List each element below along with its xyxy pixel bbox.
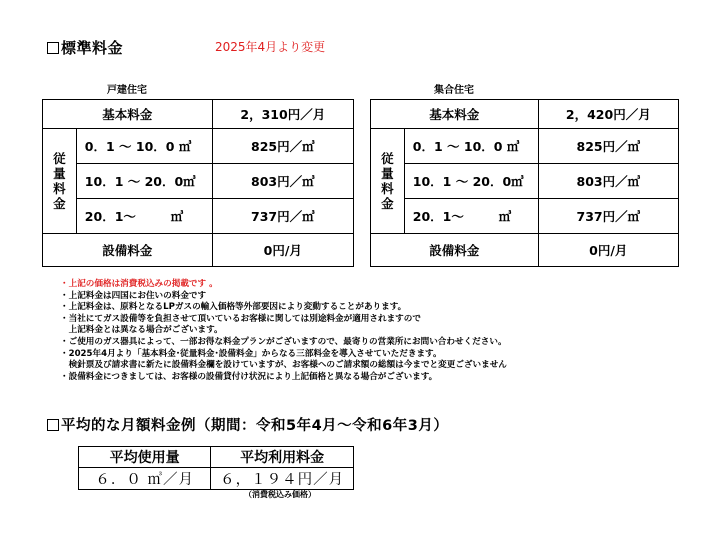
change-note: 2025年4月より変更 — [215, 40, 326, 54]
usage-range: 10．1 ～ 20．0㎥ — [76, 164, 212, 199]
note-line: ・設備料金につきましては、お客様の設備貸付け状況により上記価格と異なる場合がございます。 — [60, 371, 438, 382]
section-title-text: 標準料金 — [61, 39, 124, 57]
usage-price: 737円／㎥ — [538, 199, 678, 234]
table-row — [43, 100, 354, 129]
usage-price: 737円／㎥ — [212, 199, 353, 234]
note-line: 上記料金とは異なる場合がございます。 — [60, 325, 223, 336]
tax-included-note: （消費税込み価格） — [244, 490, 316, 499]
usage-price: 803円／㎥ — [538, 164, 678, 199]
basic-fee-label: 基本料金 — [43, 100, 213, 129]
note-line: ・当社にてガス設備等を負担させて頂いているお客様に関しては別途料金が適用されますので — [60, 313, 421, 324]
caption-detached-house: 戸建住宅 — [107, 85, 147, 96]
average-usage-value: ６．０ ㎥／月 — [79, 468, 211, 490]
equipment-fee-label: 設備料金 — [371, 234, 539, 267]
section-title-standard-rates — [47, 37, 123, 58]
average-cost-value: ６，１９４円／月 — [211, 468, 354, 490]
table-row — [371, 234, 679, 267]
basic-fee-value: 2，310円／月 — [212, 100, 353, 129]
average-usage-label: 平均使用量 — [79, 447, 211, 468]
table-row — [43, 164, 354, 199]
note-line-tax: ・上記の価格は消費税込みの掲載です 。 — [60, 279, 218, 289]
rate-table-apartment — [370, 99, 679, 267]
usage-range: 10．1 ～ 20．0㎥ — [404, 164, 538, 199]
section-title-average-fee — [47, 414, 448, 435]
table-row — [371, 100, 679, 129]
usage-range: 20．1～ ㎥ — [404, 199, 538, 234]
equipment-fee-value: 0円/月 — [212, 234, 353, 267]
note-line: 検針票及び請求書に新たに設備料金欄を設けていますが、お客様へのご請求額の総額は今までと変更ございません — [60, 360, 507, 371]
average-cost-label: 平均利用料金 — [211, 447, 354, 468]
table-row — [371, 164, 679, 199]
table-row — [79, 468, 354, 490]
note-line: ・2025年4月より「基本料金･従量料金･設備料金」からなる三部料金を導入させていただきます。 — [60, 348, 442, 359]
average-fee-table — [78, 446, 354, 490]
table-row — [371, 129, 679, 164]
table-row — [43, 129, 354, 164]
table-row — [371, 199, 679, 234]
table-row — [43, 199, 354, 234]
equipment-fee-value: 0円/月 — [538, 234, 678, 267]
equipment-fee-label: 設備料金 — [43, 234, 213, 267]
note-line: ・上記料金は、原料となるLPガスの輸入価格等外部要因により変動することがあります。 — [60, 302, 407, 313]
table-row — [79, 447, 354, 468]
rate-table-detached — [42, 99, 354, 267]
usage-price: 825円／㎥ — [538, 129, 678, 164]
note-line: ・上記料金は四国にお住いの料金です — [60, 290, 207, 301]
usage-range: 0．1 ～ 10．0 ㎥ — [404, 129, 538, 164]
usage-fee-side-label: 従 量 料 金 — [43, 129, 77, 234]
usage-price: 803円／㎥ — [212, 164, 353, 199]
checkbox-square-icon — [47, 419, 59, 431]
usage-fee-side-label: 従 量 料 金 — [371, 129, 405, 234]
usage-price: 825円／㎥ — [212, 129, 353, 164]
basic-fee-value: 2，420円／月 — [538, 100, 678, 129]
usage-range: 0．1 ～ 10．0 ㎥ — [76, 129, 212, 164]
table-row — [43, 234, 354, 267]
notes-block — [60, 279, 507, 383]
usage-range: 20．1～ ㎥ — [76, 199, 212, 234]
checkbox-square-icon — [47, 42, 59, 54]
note-line: ・ご使用のガス器具によって、一部お得な料金プランがございますので、最寄りの営業所にお問い合わせください。 — [60, 336, 507, 347]
section-title-text: 平均的な月額料金例（期間：令和5年4月～令和6年3月） — [61, 418, 449, 434]
basic-fee-label: 基本料金 — [371, 100, 539, 129]
caption-apartment: 集合住宅 — [434, 85, 474, 96]
